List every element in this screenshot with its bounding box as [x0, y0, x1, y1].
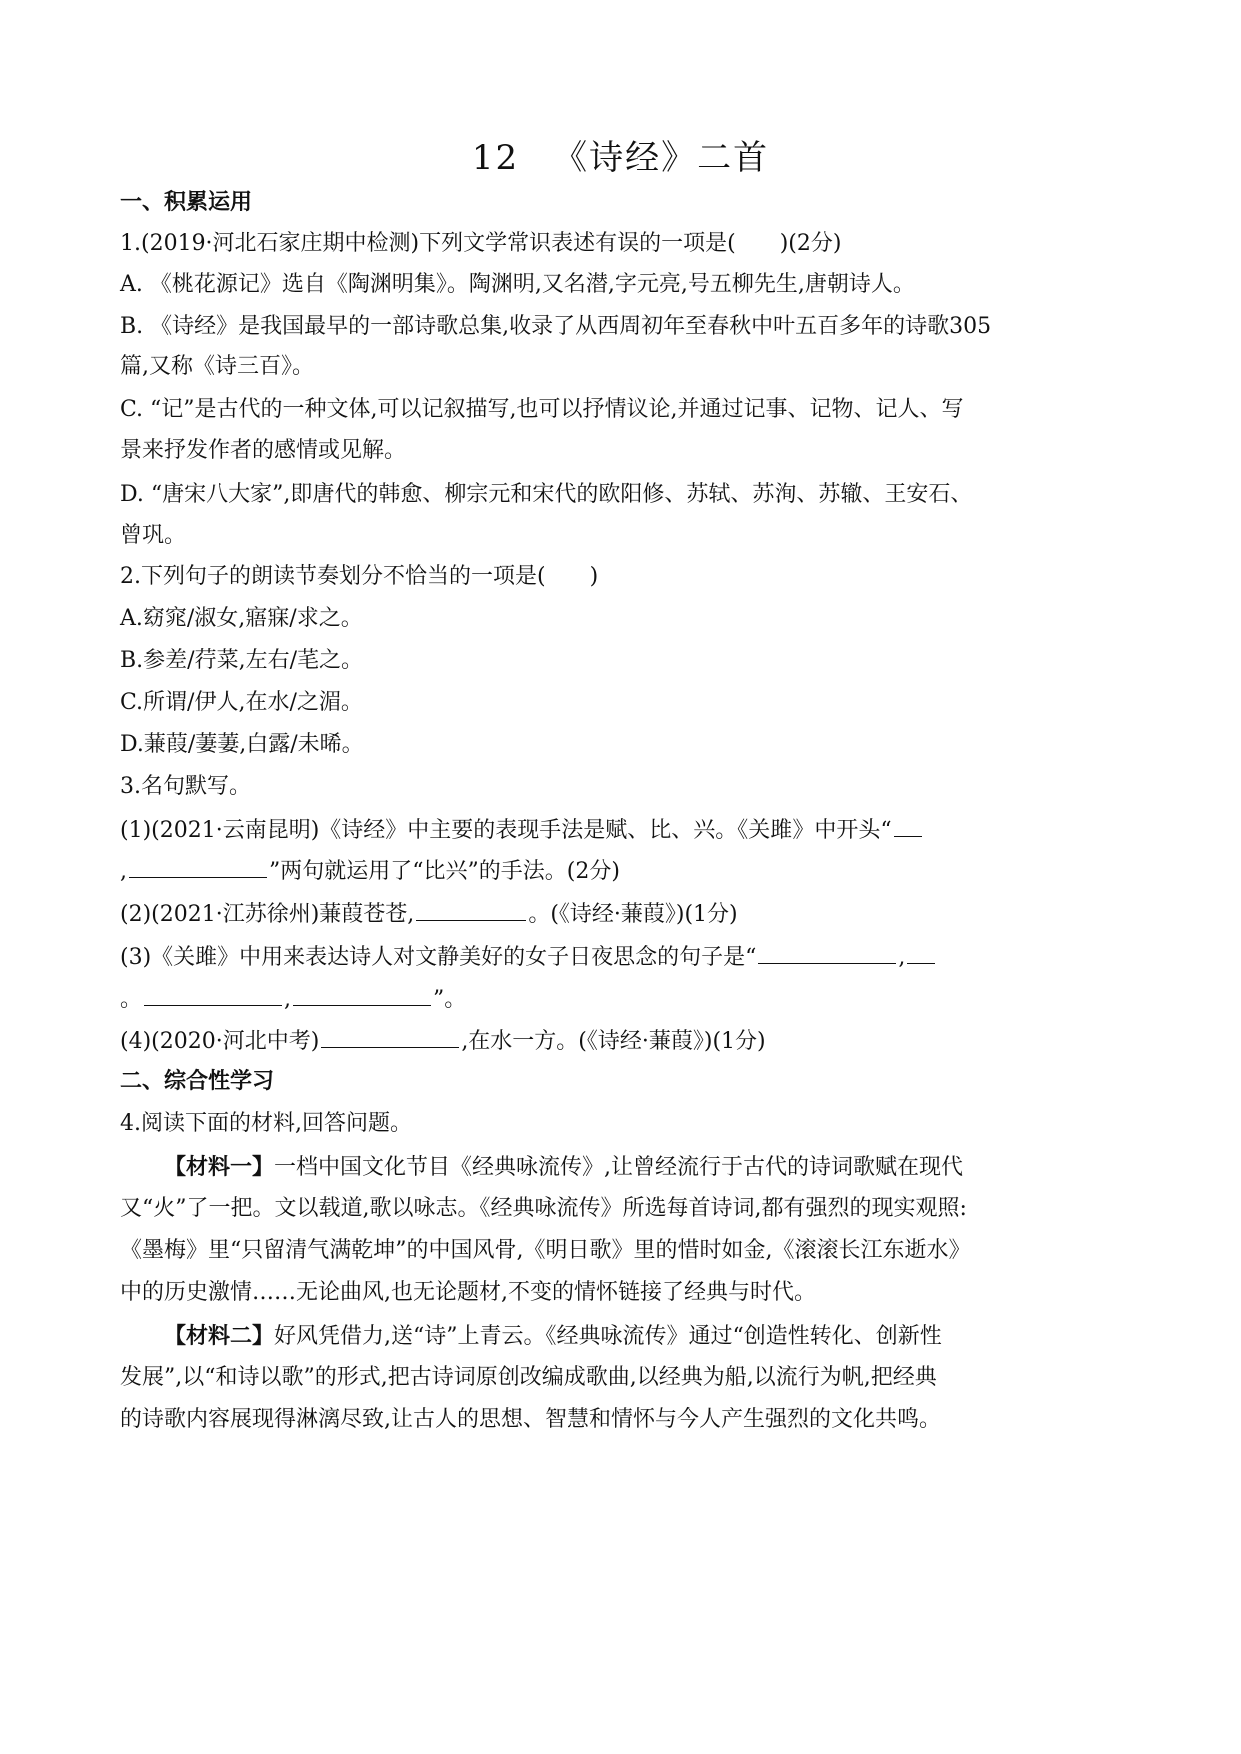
- question-3-part-3-line1: [120, 941, 1130, 973]
- material-2-line2: 发展”,以“和诗以歌”的形式,把古诗词原创改编成歌曲,以经典为船,以流行为帆,把经典: [120, 1365, 937, 1390]
- lesson-title: 《诗经》二首: [553, 138, 770, 178]
- question-3-stem: 3.名句默写。: [120, 774, 251, 799]
- punctuation: ,: [284, 987, 292, 1012]
- material-1-line3: 《墨梅》里“只留清气满乾坤”的中国风骨,《明日歌》里的惜时如金,《滚滚长江东逝水》: [120, 1238, 971, 1263]
- punctuation: ,: [898, 945, 906, 970]
- lesson-number: 12: [471, 138, 520, 178]
- question-3-part-3-text: (3)《关雎》中用来表达诗人对文静美好的女子日夜思念的句子是“: [120, 945, 757, 970]
- question-3-part-4: [120, 1025, 1130, 1057]
- section-heading-accumulation: 一、积累运用: [120, 190, 253, 215]
- material-2-label: 【材料二】: [164, 1323, 275, 1349]
- punctuation: 。: [120, 987, 143, 1012]
- answer-blank[interactable]: [129, 855, 267, 878]
- question-3-part-1-line2: [120, 855, 1130, 887]
- question-1-option-a: A. 《桃花源记》选自《陶渊明集》。陶渊明,又名潜,字元亮,号五柳先生,唐朝诗人。: [120, 272, 915, 297]
- material-1-line4: 中的历史激情……无论曲风,也无论题材,不变的情怀链接了经典与时代。: [120, 1280, 816, 1305]
- question-3-part-3-line2: [120, 983, 1130, 1015]
- punctuation: ,: [120, 859, 127, 884]
- question-1-option-c-line1: C. “记”是古代的一种文体,可以记叙描写,也可以抒情议论,并通过记事、记物、记人、写: [120, 397, 964, 422]
- punctuation: ”。: [433, 987, 467, 1012]
- question-1-stem: 1.(2019·河北石家庄期中检测)下列文学常识表述有误的一项是( )(2分): [120, 231, 842, 256]
- question-3-part-4-text: (4)(2020·河北中考): [120, 1029, 320, 1054]
- material-1-text: 一档中国文化节目《经典咏流传》,让曾经流行于古代的诗词歌赋在现代: [274, 1155, 964, 1180]
- question-3-part-2-tail: 。(《诗经·蒹葭》)(1分): [528, 902, 738, 927]
- question-3-part-2-text: (2)(2021·江苏徐州)蒹葭苍苍,: [120, 902, 415, 927]
- question-2-option-c: C.所谓/伊人,在水/之湄。: [120, 690, 363, 715]
- answer-blank[interactable]: [907, 941, 935, 964]
- material-2-line1: [164, 1321, 1130, 1352]
- question-2-option-d: D.蒹葭/萋萋,白露/未晞。: [120, 732, 364, 757]
- material-2-text: 好风凭借力,送“诗”上青云。《经典咏流传》通过“创造性转化、创新性: [274, 1324, 942, 1349]
- answer-blank[interactable]: [321, 1025, 459, 1048]
- question-1-option-b-line1: B. 《诗经》是我国最早的一部诗歌总集,收录了从西周初年至春秋中叶五百多年的诗歌305: [120, 314, 992, 339]
- question-2-stem: 2.下列句子的朗读节奏划分不恰当的一项是( ): [120, 564, 599, 589]
- answer-blank[interactable]: [293, 983, 431, 1006]
- material-1-line1: [164, 1152, 1130, 1183]
- material-2-line3: 的诗歌内容展现得淋漓尽致,让古人的思想、智慧和情怀与今人产生强烈的文化共鸣。: [120, 1407, 941, 1432]
- question-3-part-2: [120, 898, 1130, 930]
- answer-blank[interactable]: [144, 983, 282, 1006]
- question-1-option-d-line1: D. “唐宋八大家”,即唐代的韩愈、柳宗元和宋代的欧阳修、苏轼、苏洵、苏辙、王安石、: [120, 482, 973, 507]
- section-heading-comprehensive: 二、综合性学习: [120, 1069, 275, 1094]
- answer-blank[interactable]: [894, 814, 922, 837]
- answer-blank[interactable]: [758, 941, 896, 964]
- question-2-option-b: B.参差/荇菜,左右/芼之。: [120, 648, 363, 673]
- question-3-part-1-line1: [120, 814, 1130, 846]
- material-1-line2: 又“火”了一把。文以载道,歌以咏志。《经典咏流传》所选每首诗词,都有强烈的现实观照:: [120, 1196, 967, 1221]
- material-1-label: 【材料一】: [164, 1154, 275, 1180]
- question-3-part-1-text: (1)(2021·云南昆明)《诗经》中主要的表现手法是赋、比、兴。《关雎》中开头“: [120, 818, 892, 843]
- question-2-option-a: A.窈窕/淑女,寤寐/求之。: [120, 606, 363, 631]
- question-3-part-4-tail: ,在水一方。(《诗经·蒹葭》)(1分): [461, 1029, 766, 1054]
- question-4-stem: 4.阅读下面的材料,回答问题。: [120, 1111, 412, 1136]
- question-1-option-b-line2: 篇,又称《诗三百》。: [120, 354, 314, 379]
- question-1-option-d-line2: 曾巩。: [120, 523, 187, 548]
- page-title: [0, 130, 1241, 179]
- question-1-option-c-line2: 景来抒发作者的感情或见解。: [120, 438, 407, 463]
- answer-blank[interactable]: [416, 898, 526, 921]
- question-3-part-1-tail: ”两句就运用了“比兴”的手法。(2分): [269, 859, 620, 884]
